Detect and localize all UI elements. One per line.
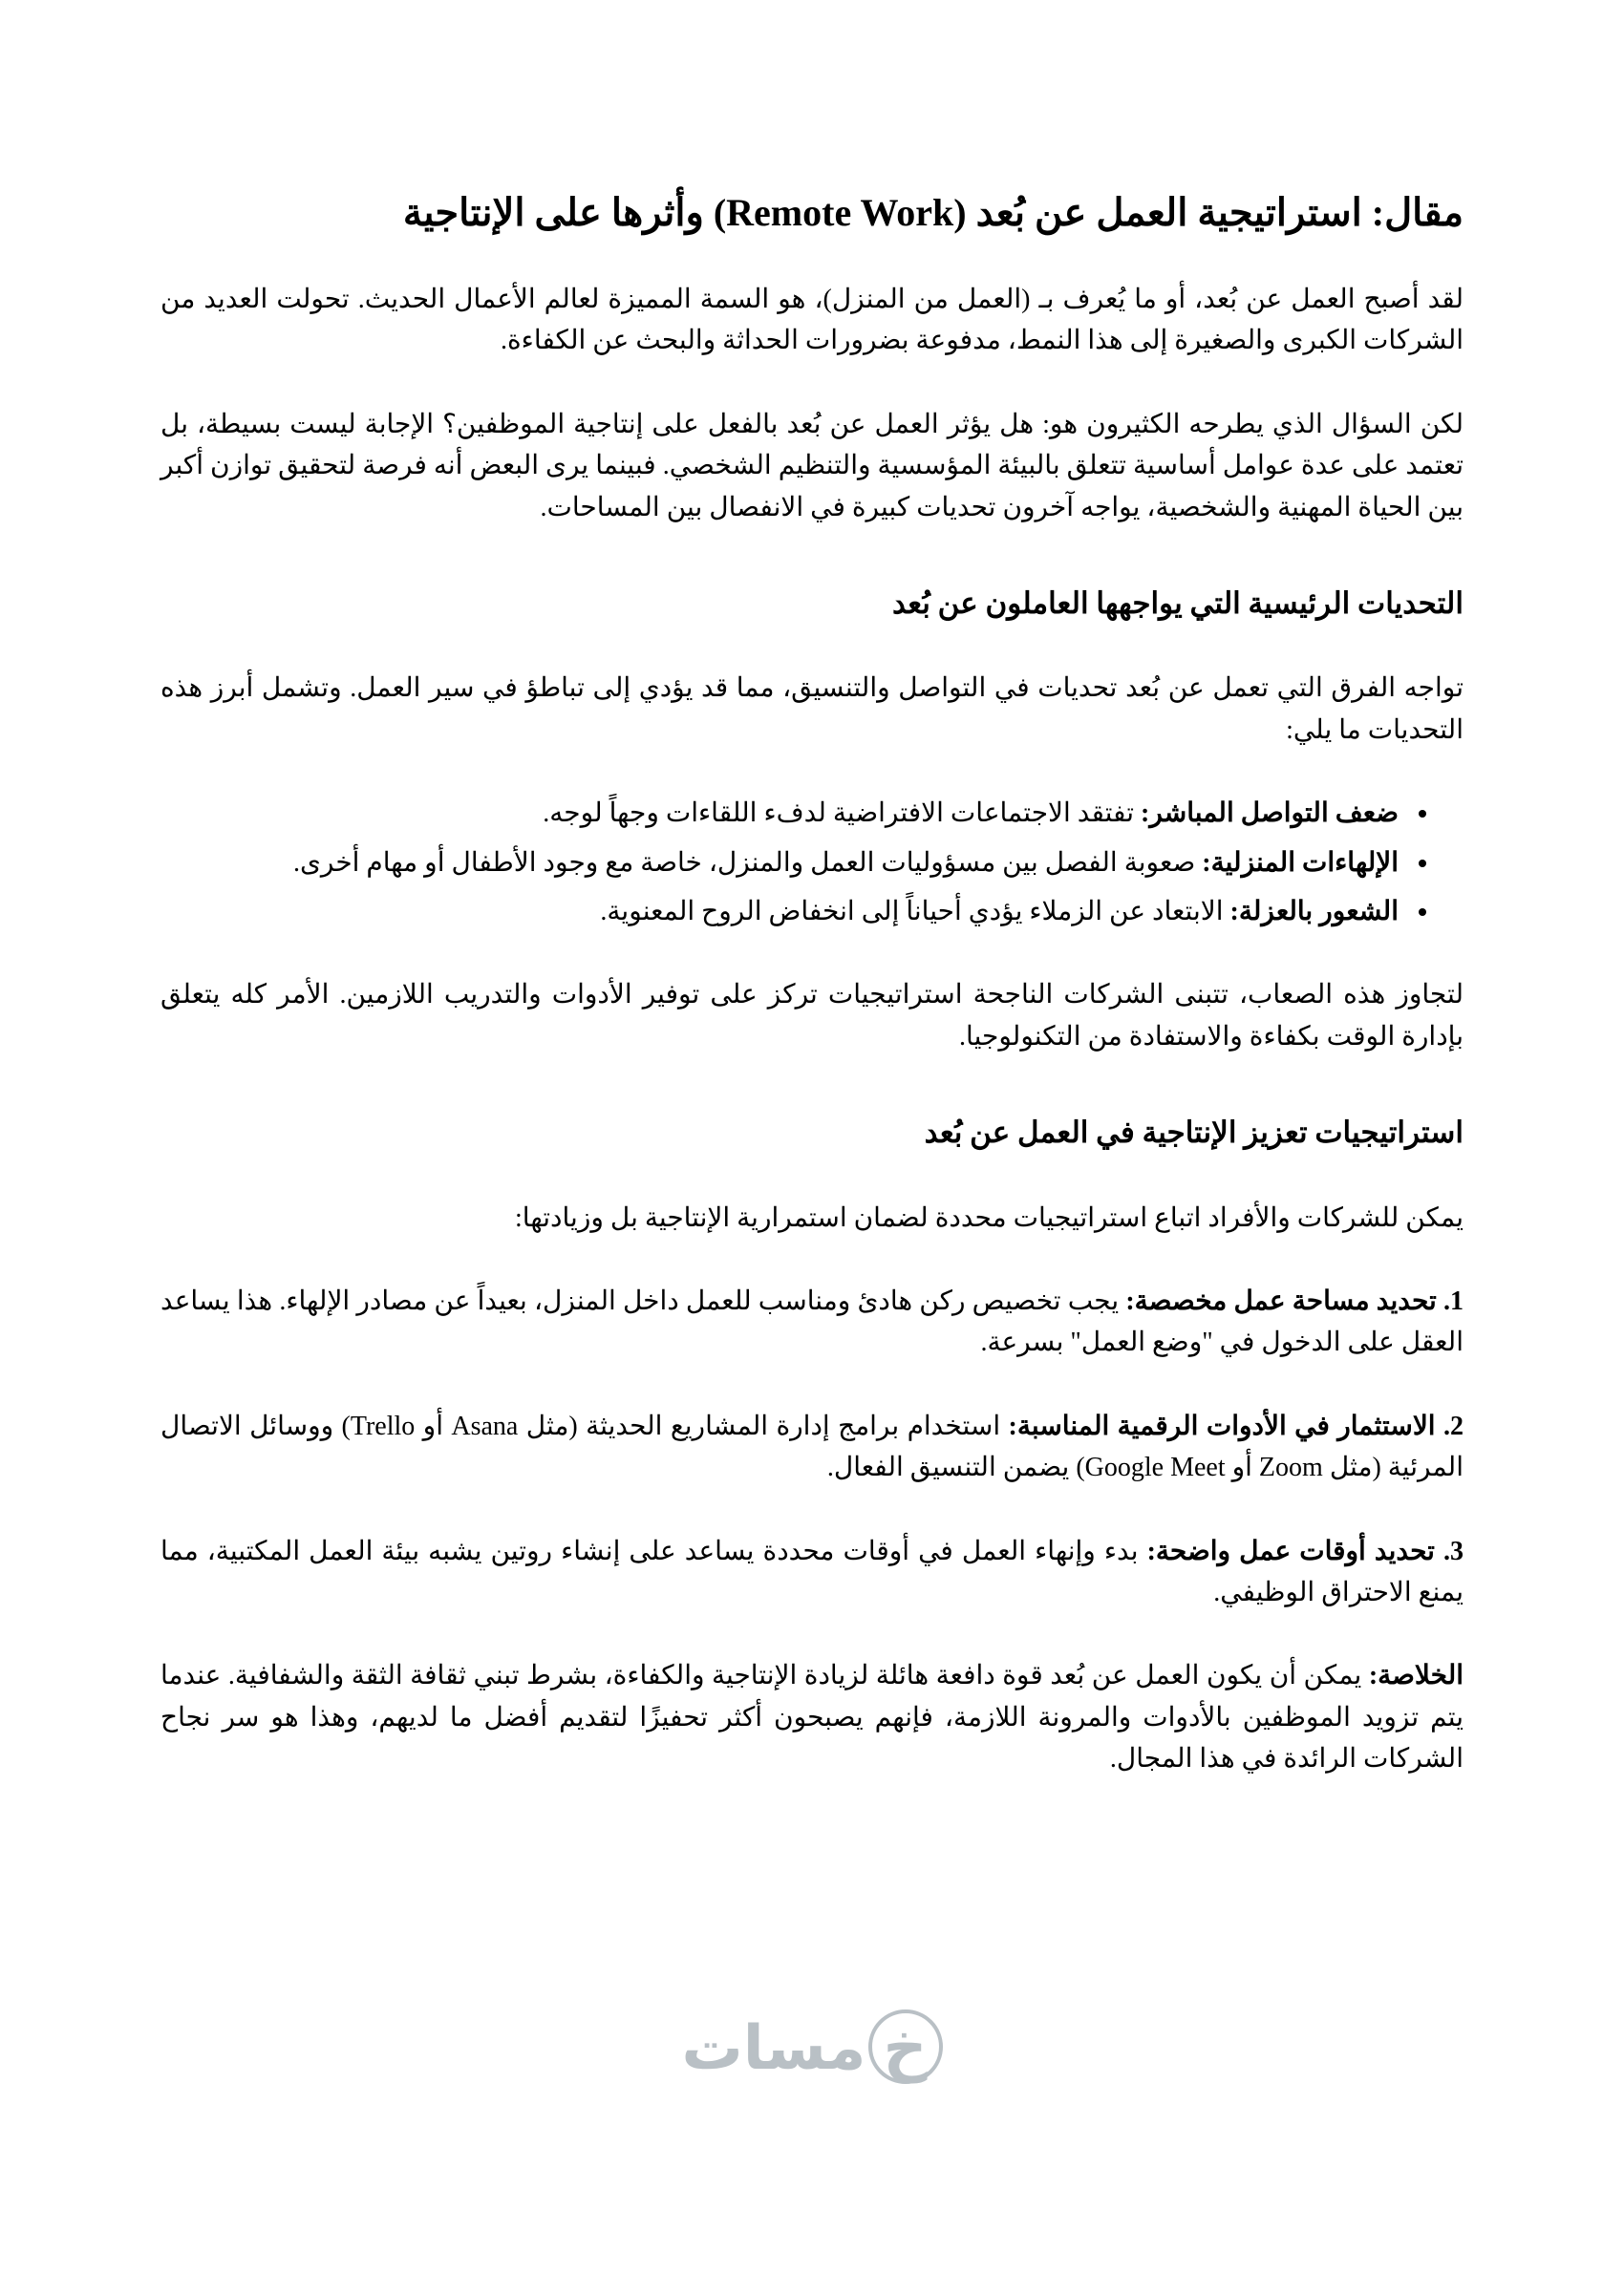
challenges-outro-paragraph: لتجاوز هذه الصعاب، تتبنى الشركات الناجحة استراتيجيات تركز على توفير الأدوات والتدريب اللازمين. الأمر كله يتعلق بإدارة الوقت بكفاءة والاستفادة من التكنولوجيا. [160,980,1464,1052]
strategies-intro-paragraph: يمكن للشركات والأفراد اتباع استراتيجيات محددة لضمان استمرارية الإنتاجية بل وزيادتها: [515,1202,1464,1233]
strategy-item-2 [160,1406,1464,1489]
strategy-item-3 [160,1531,1464,1614]
challenges-section-heading: التحديات الرئيسية التي يواجهها العاملون عن بُعد [892,585,1464,620]
conclusion-label: الخلاصة: [1368,1661,1464,1691]
list-item [160,842,1404,883]
strategy-item-text: يجب تخصيص ركن هادئ ومناسب للعمل داخل المنزل، بعيداً عن مصادر الإلهاء. هذا يساعد العقل على الدخول في "وضع العمل" بسرعة. [160,1286,1464,1358]
strategy-item-label: 3. تحديد أوقات عمل واضحة: [1146,1536,1464,1566]
intro-paragraph-2: لكن السؤال الذي يطرحه الكثيرون هو: هل يؤثر العمل عن بُعد بالفعل على إنتاجية الموظفين؟ الإجابة ليست بسيطة، بل تعتمد على عدة عوامل أساسية تتعلق بالبيئة المؤسسية والتنظيم الشخصي. فبينما يرى البعض أنه فرصة لتحقيق توازن أكبر بين الحياة المهنية والشخصية، يواجه آخرون تحديات كبيرة في الانفصال بين المساحات. [160,409,1464,522]
bullet-label: ضعف التواصل المباشر: [1141,798,1399,829]
watermark-logo-text: مسات [681,2013,866,2084]
challenges-intro-paragraph: تواجه الفرق التي تعمل عن بُعد تحديات في التواصل والتنسيق، مما قد يؤدي إلى تباطؤ في سير العمل. وتشمل أبرز هذه التحديات ما يلي: [160,673,1464,745]
strategy-item-label: 1. تحديد مساحة عمل مخصصة: [1125,1286,1464,1317]
list-item [160,891,1404,932]
conclusion-paragraph [160,1655,1464,1779]
watermark-logo-mark: خ [868,2009,943,2084]
bullet-text: تفتقد الاجتماعات الافتراضية لدفء اللقاءات وجهاً لوجه. [543,798,1142,829]
khamsat-watermark-logo [0,2009,1624,2084]
challenges-bullet-list [160,793,1464,932]
bullet-label: الشعور بالعزلة: [1229,897,1399,927]
strategy-item-label: 2. الاستثمار في الأدوات الرقمية المناسبة: [1008,1411,1464,1441]
list-item [160,793,1404,834]
strategy-item-text: بدء وإنهاء العمل في أوقات محددة يساعد على إنشاء روتين يشبه بيئة العمل المكتبية، مما يمنع الاحتراق الوظيفي. [160,1536,1464,1608]
page-title: مقال: استراتيجية العمل عن بُعد (Remote Work) وأثرها على الإنتاجية [402,191,1464,234]
strategies-section-heading: استراتيجيات تعزيز الإنتاجية في العمل عن بُعد [924,1116,1464,1150]
conclusion-text: يمكن أن يكون العمل عن بُعد قوة دافعة هائلة لزيادة الإنتاجية والكفاءة، بشرط تبني ثقافة الثقة والشفافية. عندما يتم تزويد الموظفين بالأدوات والمرونة اللازمة، فإنهم يصبحون أكثر تحفيزًا لتقديم أفضل ما لديهم، وهذا هو سر نجاح الشركات الرائدة في هذا المجال. [160,1661,1464,1775]
strategy-item-text: استخدام برامج إدارة المشاريع الحديثة (مثل Asana أو Trello) ووسائل الاتصال المرئية (مثل Zoom أو Google Meet) يضمن التنسيق الفعال. [160,1411,1464,1483]
bullet-label: الإلهاءات المنزلية: [1202,847,1399,878]
bullet-text: الابتعاد عن الزملاء يؤدي أحياناً إلى انخفاض الروح المعنوية. [600,897,1230,927]
bullet-text: صعوبة الفصل بين مسؤوليات العمل والمنزل، خاصة مع وجود الأطفال أو مهام أخرى. [292,847,1203,878]
strategy-item-1 [160,1281,1464,1364]
intro-paragraph-1: لقد أصبح العمل عن بُعد، أو ما يُعرف بـ (العمل من المنزل)، هو السمة المميزة لعالم الأعمال الحديث. تحولت العديد من الشركات الكبرى والصغيرة إلى هذا النمط، مدفوعة بضرورات الحداثة والبحث عن الكفاءة. [160,285,1464,356]
